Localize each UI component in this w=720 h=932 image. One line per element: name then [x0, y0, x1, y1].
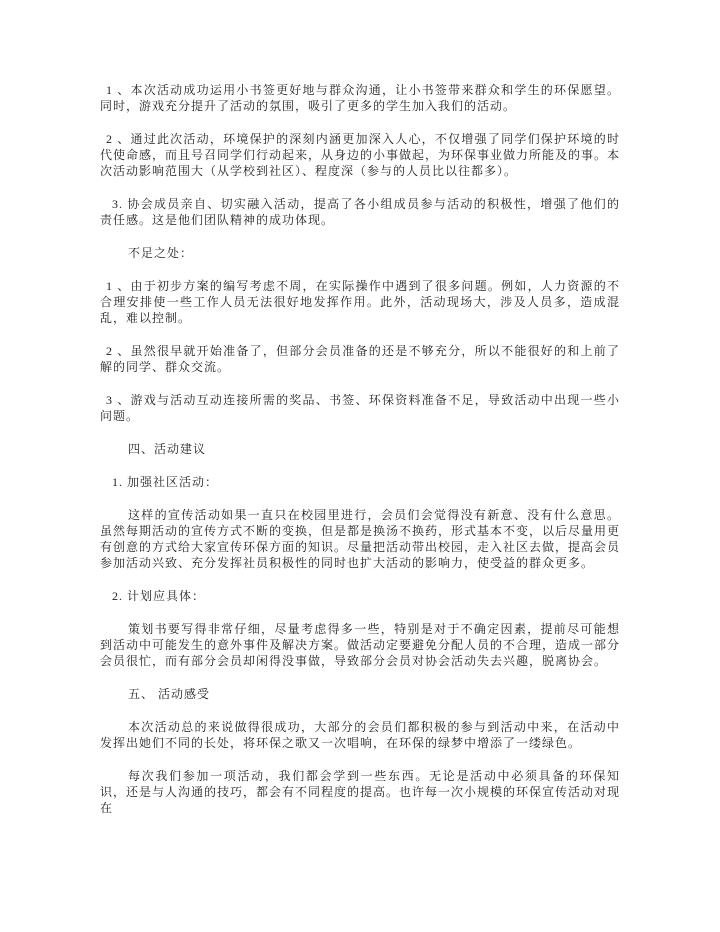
subheading-community-activity: 1. 加强社区活动： — [112, 475, 219, 489]
paragraph-shortcoming-2: 2 、虽然很早就开始准备了，但部分会员准备的还是不够充分，所以不能很好的和上前了解的同学、群众交流。 — [100, 344, 620, 374]
paragraph-feelings-1: 本次活动总的来说做得很成功，大部分的会员们都积极的参与到活动中来，在活动中发挥出她们不同的长处，将环保之歌又一次唱响，在环保的绿梦中增添了一缕绿色。 — [100, 720, 620, 750]
paragraph-achievement-3: 3. 协会成员亲自、切实融入活动，提高了各小组成员参与活动的积极性，增强了他们的责任感。这是他们团队精神的成功体现。 — [100, 197, 620, 227]
section-heading-shortcomings: 不足之处： — [128, 246, 194, 260]
paragraph-achievement-2: 2 、通过此次活动，环境保护的深刻内涵更加深入人心，不仅增强了同学们保护环境的时代使命感，而且号召同学们行动起来，从身边的小事做起，为环保事业做力所能及的事。本次活动影响范围大（从学校到社区）、程度深（参与的人员比以往都多）。 — [100, 132, 621, 178]
subheading-concrete-plan: 2. 计划应具体： — [112, 589, 206, 603]
section-heading-feelings: 五、 活动感受 — [128, 687, 211, 701]
document-body — [100, 82, 620, 816]
paragraph-shortcoming-3: 3 、游戏与活动互动连接所需的奖品、书签、环保资料准备不足，导致活动中出现一些小问题。 — [100, 393, 620, 423]
paragraph-achievement-1: 1 、本次活动成功运用小书签更好地与群众沟通，让小书签带来群众和学生的环保愿望。同时，游戏充分提升了活动的氛围，吸引了更多的学生加入我们的活动。 — [100, 83, 620, 113]
paragraph-feelings-2: 每次我们参加一项活动，我们都会学到一些东西。无论是活动中必须具备的环保知识，还是与人沟通的技巧，都会有不同程度的提高。也许每一次小规模的环保宣传活动对现在 — [100, 769, 621, 815]
paragraph-community-activity: 这样的宣传活动如果一直只在校园里进行，会员们会觉得没有新意、没有什么意思。虽然每期活动的宣传方式不断的变换，但是都是换汤不换药，形式基本不变，以后尽量用更有创意的方式给大家宣传环保方面的知识。尽量把活动带出校园，走入社区去做，提高会员参加活动兴致、充分发挥社员积极性的同时也扩大活动的影响力，使受益的群众更多。 — [100, 508, 621, 570]
paragraph-shortcoming-1: 1 、由于初步方案的编写考虑不周，在实际操作中遇到了很多问题。例如，人力资源的不合理安排使一些工作人员无法很好地发挥作用。此外，活动现场大，涉及人员多，造成混乱，难以控制。 — [100, 279, 620, 325]
paragraph-concrete-plan: 策划书要写得非常仔细，尽量考虑得多一些，特别是对于不确定因素，提前尽可能想到活动中可能发生的意外事件及解决方案。做活动定要避免分配人员的不合理，造成一部分会员很忙，而有部分会员却闲得没事做，导致部分会员对协会活动失去兴趣，脱离协会。 — [100, 622, 621, 668]
section-heading-suggestions: 四、活动建议 — [128, 442, 207, 456]
